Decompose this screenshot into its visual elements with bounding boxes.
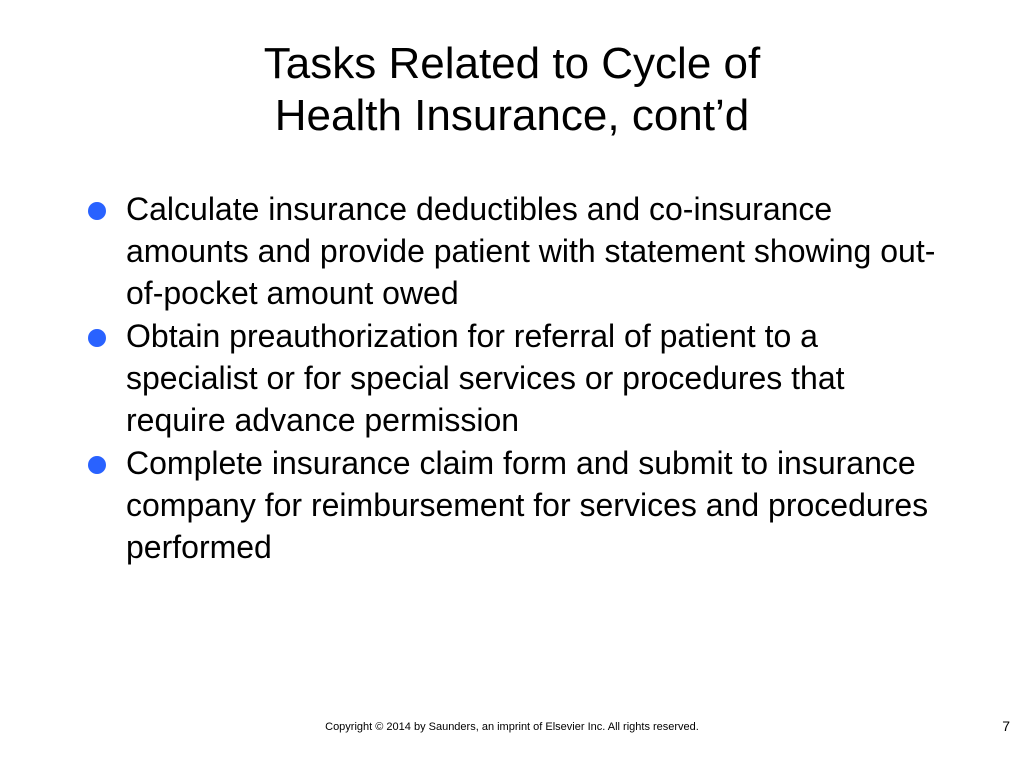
slide-title [0,38,1024,142]
bullet-item [88,315,938,441]
bullet-list [88,188,938,569]
copyright-footer: Copyright © 2014 by Saunders, an imprint of Elsevier Inc. All rights reserved. [325,721,699,733]
bullet-circle-icon [88,456,106,474]
bullet-text: Complete insurance claim form and submit to insurance company for reimbursement for services and procedures performed [126,445,929,565]
slide-number: 7 [1002,718,1010,734]
bullet-circle-icon [88,202,106,220]
bullet-item [88,188,938,314]
bullet-circle-icon [88,329,106,347]
bullet-text: Obtain preauthorization for referral of patient to a specialist or for special services or procedures that require advance permission [126,318,845,438]
slide-title-line-1: Tasks Related to Cycle of [263,39,761,88]
bullet-item [88,442,938,568]
bullet-text: Calculate insurance deductibles and co-insurance amounts and provide patient with statement showing out-of-pocket amount owed [126,191,936,311]
slide-title-line-2: Health Insurance, cont’d [274,91,750,140]
